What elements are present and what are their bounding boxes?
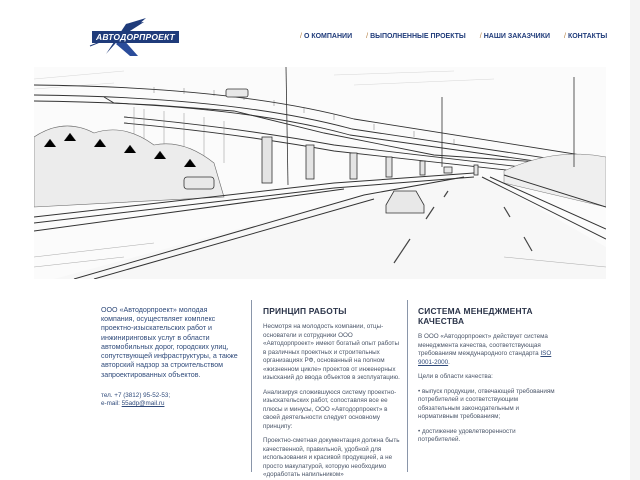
nav-slash: /: [479, 33, 482, 40]
scrollbar-track[interactable]: [630, 0, 640, 480]
principle-title: ПРИНЦИП РАБОТЫ: [263, 306, 347, 316]
principle-paragraph: Проектно-сметная документация должна быть качественной, правильной, удобной для использования и красивой продукцией, а не просто макулатурой, которую необходимо «доработать напильником»: [263, 437, 400, 479]
about-column: [101, 306, 241, 408]
highway-sketch-image: [34, 67, 606, 279]
principle-paragraph: Анализируя сложившуюся систему проектно-изыскательских работ, сопоставляя все ее плюсы и минусы, ООО «Автодорпроект» в своей деятельности следует основному принципу:: [263, 388, 397, 430]
about-text: ООО «Автодорпроект» молодая компания, осуществляет комплекс проектно-изыскательских работ и инжиниринговых услуг в области автомобильных дорог, городских улиц, сопутствующей инфраструктуры, а также авторский надзор за строительством запроектированных объектов.: [101, 306, 238, 379]
quality-paragraph: Цели в области качества:: [418, 373, 493, 381]
nav-label: ВЫПОЛНЕННЫЕ ПРОЕКТЫ: [370, 33, 466, 40]
quality-paragraph: [418, 333, 558, 367]
email-line: [101, 400, 241, 408]
nav-label: КОНТАКТЫ: [567, 33, 608, 40]
nav-slash: /: [300, 33, 302, 40]
email-link[interactable]: 55adp@mail.ru: [121, 399, 165, 407]
quality-column: [418, 306, 558, 451]
quality-text: .: [448, 358, 450, 366]
column-divider: [251, 300, 252, 472]
email-label: e-mail:: [101, 399, 122, 407]
quality-title: СИСТЕМА МЕНЕДЖМЕНТА КАЧЕСТВА: [418, 306, 533, 327]
iso-link[interactable]: ISO 9001-2000: [418, 350, 552, 366]
nav-label: НАШИ ЗАКАЗЧИКИ: [483, 33, 551, 40]
nav-label: О КОМПАНИИ: [303, 33, 353, 40]
quality-text: В ООО «Автодорпроект» действует система менеджмента качества, соответствующая требованиям международного стандарта: [418, 333, 548, 358]
quality-paragraph: • выпуск продукции, отвечающей требованиям потребителей и соответствующим обязательным законодательным и нормативным требованиям;: [418, 387, 555, 421]
nav-item-contacts[interactable]: [564, 33, 607, 40]
nav-slash: /: [564, 33, 566, 40]
nav-item-clients[interactable]: [480, 33, 550, 40]
contacts-block: [101, 392, 241, 408]
logo-text: АВТОДОРПРОЕКТ: [92, 31, 179, 43]
nav-slash: /: [366, 33, 369, 40]
principle-paragraph: Несмотря на молодость компании, отцы-основатели и сотрудники ООО «Автодорпроект» имеют богатый опыт работы в различных проектных и строительных организациях РФ, основанный на полном «жизненном цикле» проектов от инженерных изысканий до ввода объектов в эксплуатацию.: [263, 323, 400, 382]
nav-item-about[interactable]: [300, 33, 352, 40]
nav-item-projects[interactable]: [366, 33, 466, 40]
column-divider: [407, 300, 408, 472]
logo[interactable]: [86, 16, 182, 56]
phone-text: тел. +7 (3812) 95-52-53;: [101, 391, 171, 399]
principle-column: [263, 306, 403, 480]
quality-paragraph: • достижение удовлетворенности потребителей.: [418, 427, 516, 444]
main-nav: [300, 33, 607, 40]
